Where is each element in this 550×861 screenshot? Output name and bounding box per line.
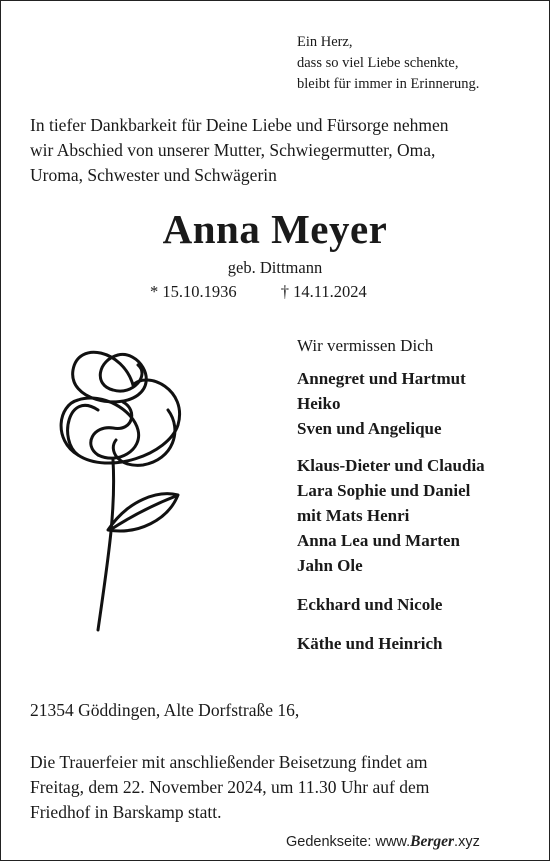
poem (297, 32, 479, 95)
birth-name: geb. Dittmann (227, 258, 323, 277)
mourner-name: mit Mats Henri (297, 506, 410, 525)
footer-brand: Berger (410, 833, 455, 850)
address: 21354 Göddingen, Alte Dorfstraße 16, (30, 700, 300, 720)
mourner-name: Anna Lea und Marten (297, 531, 460, 550)
mourner-group (297, 453, 485, 578)
deceased-name: Anna Meyer (162, 206, 388, 252)
footer-suffix: .xyz (454, 834, 480, 850)
service-line: Die Trauerfeier mit anschließender Beisetzung findet am (30, 752, 428, 772)
life-dates (150, 282, 367, 302)
service-info (30, 750, 540, 825)
rose-icon (38, 330, 198, 650)
intro-line: Uroma, Schwester und Schwägerin (30, 165, 277, 185)
poem-line: bleibt für immer in Erinnerung. (297, 76, 480, 92)
mourners-list (297, 366, 485, 656)
birth-date: * 15.10.1936 (150, 282, 237, 301)
service-line: Friedhof in Barskamp statt. (30, 802, 222, 822)
mourner-group (297, 366, 485, 441)
mourner-group (297, 631, 485, 656)
poem-line: dass so viel Liebe schenkte, (297, 55, 459, 71)
service-line: Freitag, dem 22. November 2024, um 11.30 Uhr auf dem (30, 777, 430, 797)
footer-prefix: Gedenkseite: www. (286, 834, 411, 850)
intro-line: wir Abschied von unserer Mutter, Schwiegermutter, Oma, (30, 140, 436, 160)
mourner-group (297, 592, 485, 617)
poem-line: Ein Herz, (297, 34, 353, 50)
mourner-name: Eckhard und Nicole (297, 595, 443, 614)
mourner-name: Jahn Ole (297, 556, 363, 575)
mourner-name: Annegret und Hartmut (297, 369, 466, 388)
intro-line: In tiefer Dankbarkeit für Deine Liebe und Fürsorge nehmen (30, 115, 449, 135)
intro-text (30, 113, 540, 188)
mourner-name: Käthe und Heinrich (297, 634, 443, 653)
mourner-name: Lara Sophie und Daniel (297, 481, 471, 500)
mourner-name: Sven und Angelique (297, 419, 442, 438)
mourner-name: Heiko (297, 394, 341, 413)
mourner-name: Klaus-Dieter und Claudia (297, 456, 485, 475)
memorial-page-link[interactable] (286, 833, 480, 851)
death-date: † 14.11.2024 (280, 282, 367, 301)
miss-line: Wir vermissen Dich (297, 336, 434, 355)
